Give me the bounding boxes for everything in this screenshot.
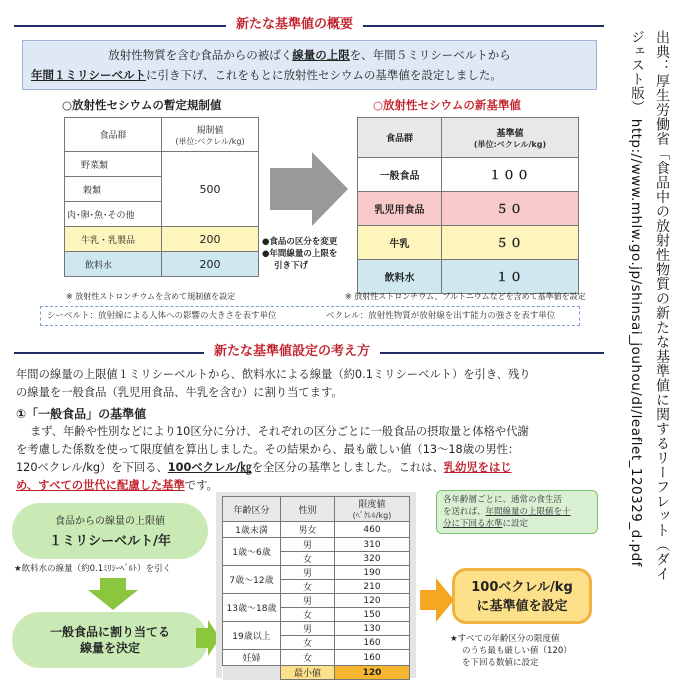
row-value: 200 <box>162 227 259 252</box>
sex-cell: 男女 <box>281 522 335 538</box>
value-cell: 130 <box>335 622 410 636</box>
row-group: 肉･卵･魚･その他 <box>65 202 162 227</box>
header-unit: (単位:ベクレル/kg) <box>473 139 547 149</box>
summary-highlight: 年間１ミリシーベルト <box>31 68 146 82</box>
water-note: ★飲料水の線量（約0.1ﾐﾘｼｰﾍﾞﾙﾄ）を引く <box>14 564 172 574</box>
new-table-note: ※ 放射性ストロンチウム、プルトニウムなどを含めて基準値を設定 <box>345 292 586 301</box>
change-note: ●食品の区分を変更 <box>262 237 338 247</box>
summary-text: に引き下げ、これをもとに放射性セシウムの基準値を設定しました。 <box>146 68 502 82</box>
value-cell: 160 <box>335 650 410 666</box>
age-limits-table <box>222 496 410 680</box>
header-unit: (単位:ベクレル/kg) <box>175 136 245 146</box>
row-group: 飲料水 <box>358 260 442 294</box>
min-value: 120 <box>335 666 410 680</box>
header-group: 食品群 <box>358 118 442 158</box>
row-group: 牛乳・乳製品 <box>65 227 162 252</box>
body-line: まず、年齢や性別などにより10区分に分け、それぞれの区分ごとに一般食品の摂取量と体格や代謝 <box>30 425 529 438</box>
value-cell: 310 <box>335 538 410 552</box>
intro-text <box>16 366 531 402</box>
summary-text: を、年間５ミリシーベルトから <box>349 48 511 62</box>
oval-label: 食品からの線量の上限値 <box>55 516 165 527</box>
old-limits-table <box>64 117 259 277</box>
right-arrow-icon <box>268 150 350 228</box>
body-highlight: め、すべての世代に配慮した基準 <box>16 479 185 492</box>
row-group: 乳児用食品 <box>358 192 442 226</box>
old-table-note: ※ 放射性ストロンチウムを含めて規制値を設定 <box>66 292 236 301</box>
sex-cell: 女 <box>281 608 335 622</box>
row-group: 穀類 <box>65 177 162 202</box>
row-value: １０ <box>442 260 579 294</box>
note-line: ★すべての年齢区分の限度値 <box>450 634 560 644</box>
h-limit: 限度値 <box>358 500 386 510</box>
new-limits-table <box>357 117 579 294</box>
right-arrow-icon <box>420 578 454 622</box>
row-group: 野菜類 <box>65 152 162 177</box>
row-group: 牛乳 <box>358 226 442 260</box>
section-title: 新たな基準値の概要 <box>226 16 363 34</box>
body-text: 120ベクレル/kg）を下回る、 <box>16 461 168 474</box>
age-cell: 7歳～12歳 <box>223 566 281 594</box>
merged-value: 500 <box>162 152 259 227</box>
note-line: のうち最も厳しい値（120） <box>462 646 572 656</box>
age-cell: 1歳未満 <box>223 522 281 538</box>
min-label: 最小値 <box>281 666 335 680</box>
header-group: 食品群 <box>65 118 162 152</box>
row-value: 200 <box>162 252 259 277</box>
intro-line: の線量を一般食品（乳児用食品、牛乳を含む）に割り当てます。 <box>16 386 343 399</box>
value-cell: 190 <box>335 566 410 580</box>
change-note: 引き下げ <box>274 261 309 271</box>
value-cell: 120 <box>335 594 410 608</box>
sex-cell: 女 <box>281 636 335 650</box>
h-sex: 性別 <box>281 497 335 522</box>
h-unit: (ﾍﾞｸﾚﾙ/kg) <box>352 511 392 520</box>
subsection-title: ①「一般食品」の基準値 <box>16 407 147 421</box>
value-cell: 320 <box>335 552 410 566</box>
bubble-text: を送れば、 <box>443 507 486 517</box>
bubble-underline: 分に下回る水準 <box>443 519 503 529</box>
value-cell: 210 <box>335 580 410 594</box>
row-group: 一般食品 <box>358 158 442 192</box>
summary-highlight: 線量の上限 <box>292 48 350 62</box>
bottom-note <box>450 633 572 669</box>
value-cell: 150 <box>335 608 410 622</box>
header-value: 規制値 <box>196 125 224 136</box>
old-table-title: ○放射性セシウムの暫定規制値 <box>62 98 222 112</box>
new-table-title: ○放射性セシウムの新基準値 <box>373 98 521 112</box>
bubble-underline: 年間線量の上限値を十 <box>485 507 571 517</box>
allocation-line: 一般食品に割り当てる <box>49 625 170 639</box>
section-title: 新たな基準値設定の考え方 <box>204 343 380 361</box>
intro-line: 年間の線量の上限値１ミリシーベルトから、飲料水による線量（約0.1ミリシーベルト）を引き、残り <box>16 368 531 381</box>
info-bubble <box>436 490 598 534</box>
row-value: １００ <box>442 158 579 192</box>
badge-line: 100ベクレル/kg <box>471 580 573 595</box>
sex-cell: 男 <box>281 622 335 636</box>
bubble-text: に設定 <box>502 519 529 529</box>
sex-cell: 女 <box>281 580 335 594</box>
sex-cell: 男 <box>281 566 335 580</box>
row-group: 飲料水 <box>65 252 162 277</box>
body-highlight: 乳幼児をはじ <box>443 461 512 474</box>
age-cell: 1歳～6歳 <box>223 538 281 566</box>
definitions-box <box>40 306 580 326</box>
summary-box <box>22 40 597 90</box>
sex-cell: 男 <box>281 538 335 552</box>
header-value: 基準値 <box>496 128 524 139</box>
sievert-definition: シーベルト：放射線による人体への影響の大きさを表す単位 <box>47 311 277 321</box>
source-citation: ジェスト版） http://www.mhlw.go.jp/shinsai_jouhou/dl/leaflet_120329_d.pdf <box>628 30 644 567</box>
oval-value: １ミリシーベルト/年 <box>49 534 171 549</box>
body-text <box>16 423 606 495</box>
body-text: を全区分の基準としました。これは、 <box>251 461 444 474</box>
value-cell: 160 <box>335 636 410 650</box>
change-note: ●年間線量の上限を <box>262 249 338 259</box>
allocation-oval <box>12 612 208 668</box>
sex-cell: 女 <box>281 650 335 666</box>
summary-text: 放射性物質を含む食品からの被ばく <box>108 48 293 62</box>
body-text: です。 <box>184 479 218 492</box>
age-cell: 13歳～18歳 <box>223 594 281 622</box>
h-age: 年齢区分 <box>223 497 281 522</box>
row-value: ５０ <box>442 192 579 226</box>
annual-limit-oval <box>12 503 208 559</box>
allocation-line: 線量を決定 <box>79 641 140 655</box>
body-highlight: 100ベクレル/㎏ <box>167 461 252 474</box>
becquerel-definition: ベクレル：放射性物質が放射線を出す能力の強さを表す単位 <box>326 311 556 321</box>
age-cell: 19歳以上 <box>223 622 281 650</box>
sex-cell: 男 <box>281 594 335 608</box>
value-cell: 460 <box>335 522 410 538</box>
result-badge <box>452 568 592 624</box>
sex-cell: 女 <box>281 552 335 566</box>
badge-line: に基準値を設定 <box>476 599 568 614</box>
age-cell: 妊婦 <box>223 650 281 666</box>
note-line: を下回る数値に設定 <box>462 658 539 668</box>
down-arrow-icon <box>88 578 138 610</box>
body-line: を考慮した係数を使って限度値を算出しました。その結果から、最も厳しい値（13～18歳の男性： <box>16 443 520 456</box>
row-value: ５０ <box>442 226 579 260</box>
change-notes <box>262 236 337 272</box>
source-citation: 出典：厚生労働省「食品中の放射性物質の新たな基準値に関するリーフレット（ダイ <box>654 30 670 581</box>
bubble-line: 各年齢層ごとに、通常の食生活 <box>443 495 563 505</box>
